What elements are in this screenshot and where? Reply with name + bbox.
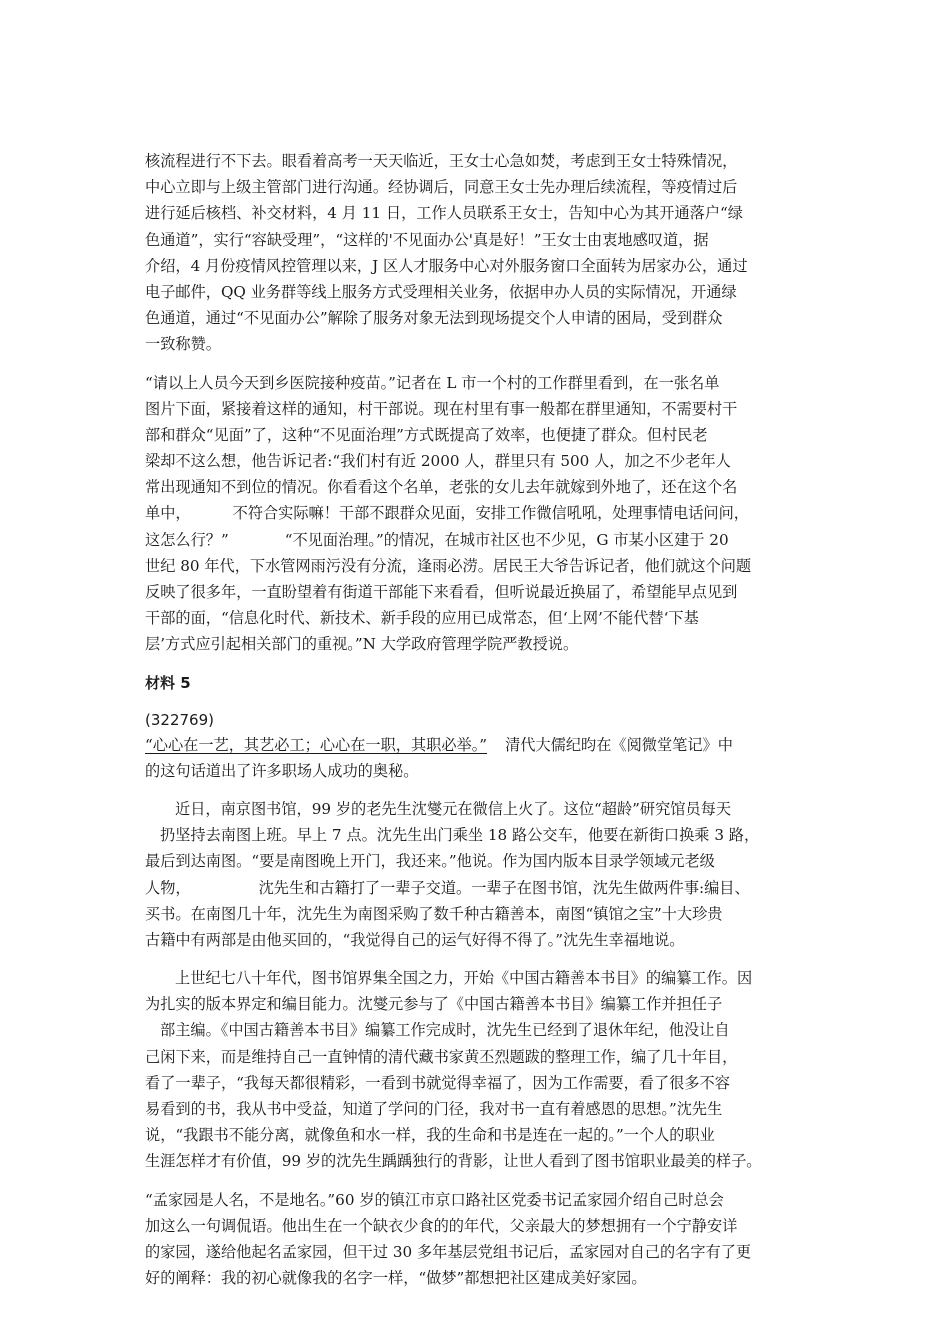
- text-line: 一致称赞。: [145, 335, 221, 354]
- text-fragment: 清代大儒纪昀在《阅微堂笔记》中: [505, 735, 733, 754]
- text-fragment: 不符合实际嘛！干部不跟群众见面，安排工作微信吼吼，处理事情电话问问，: [232, 504, 749, 523]
- text-line: 进行延后核档、补交材料，4 月 11 日，工作人员联系王女士，告知中心为其开通落户“绿: [145, 204, 743, 223]
- text-fragment: “不见面治理。”的情况，在城市社区也不少见，G 市某小区建于 20: [284, 530, 729, 549]
- text-line: 图片下面，紧接着这样的通知，村干部说。现在村里有事一般都在群里通知，不需要村干: [145, 399, 738, 418]
- document-page: [145, 148, 810, 1303]
- text-line: 中心立即与上级主管部门进行沟通。经协调后，同意王女士先办理后续流程，等疫情过后: [145, 178, 738, 197]
- text-line: 梁却不这么想，他告诉记者:“我们村有近 2000 人，群里只有 500 人，加之不少老年人: [145, 452, 731, 471]
- paragraph-1: [145, 148, 810, 358]
- text-line: 电子邮件，QQ 业务群等线上服务方式受理相关业务，依据申办人员的实际情况，开通绿: [145, 282, 737, 301]
- text-line: 色通道，通过“不见面办公”解除了服务对象无法到现场提交个人申请的困局，受到群众: [145, 309, 723, 328]
- text-line: [145, 822, 810, 848]
- section-heading: 材料 5: [145, 673, 191, 692]
- text-line: [145, 500, 810, 526]
- text-line: “请以上人员今天到乡医院接种疫苗。”记者在 L 市一个村的工作群里看到，在一张名单: [145, 373, 720, 392]
- text-line: 的这句话道出了许多职场人成功的奥秘。: [145, 761, 419, 780]
- text-line: 加这么一句调侃语。他出生在一个缺衣少食的的年代，父亲最大的梦想拥有一个宁静安详: [145, 1216, 738, 1235]
- text-line: 易看到的书，我从书中受益，知道了学问的门径，我对书一直有着感恩的思想。”沈先生: [145, 1100, 723, 1118]
- text-line: 介绍，4 月份疫情风控管理以来，J 区人才服务中心对外服务窗口全面转为居家办公，通过: [145, 256, 748, 275]
- text-line: [145, 527, 810, 553]
- paragraph-2: [145, 370, 810, 658]
- text-fragment: 部主编。《中国古籍善本书目》编纂工作完成时，沈先生已经到了退休年纪，他没让自: [160, 1021, 730, 1040]
- text-line: [145, 875, 810, 901]
- text-fragment: 这怎么行？”: [145, 530, 229, 549]
- text-line: [145, 796, 810, 822]
- text-line: 说，“我跟书不能分离，就像鱼和水一样，我的生命和书是连在一起的。”一个人的职业: [145, 1126, 715, 1145]
- text-line: 干部的面，“信息化时代、新技术、新手段的应用已成常态，但‘上网’不能代替‘下基: [145, 609, 699, 628]
- text-fragment: 扔坚持去南图上班。早上 7 点。沈先生出门乘坐 18 路公交车，他要在新街口换乘 3 路，: [160, 826, 760, 845]
- text-line: 层’方式应引起相关部门的重视。”N 大学政府管理学院严教授说。: [145, 635, 579, 654]
- text-line: [145, 1017, 810, 1043]
- text-fragment: 人物，: [145, 878, 191, 897]
- paragraph-3: [145, 796, 810, 953]
- text-line: [145, 965, 810, 991]
- underlined-quote: “心心在一艺，其艺必工；心心在一职，其职必举。”: [145, 735, 488, 754]
- text-line: 看了一辈子，“我每天都很精彩，一看到书就觉得幸福了，因为工作需要，看了很多不容: [145, 1073, 730, 1092]
- text-line: [145, 732, 810, 758]
- text-fragment: 沈先生和古籍打了一辈子交道。一辈子在图书馆，沈先生做两件事:编目、: [258, 878, 750, 897]
- text-line: 买书。在南图几十年，沈先生为南图采购了数千种古籍善本，南图“镇馆之宝”十大珍贵: [145, 904, 723, 923]
- text-line: 己闲下来，而是维持自己一直钟情的清代藏书家黄丕烈题跋的整理工作，编了几十年目，: [145, 1047, 738, 1066]
- text-line: 好的阐释：我的初心就像我的名字一样，“做梦”都想把社区建成美好家园。: [145, 1269, 647, 1288]
- reference-code: (322769): [145, 710, 214, 729]
- text-line: 古籍中有两部是由他买回的，“我觉得自己的运气好得不得了。”沈先生幸福地说。: [145, 930, 685, 949]
- quote-paragraph: [145, 708, 810, 784]
- text-fragment: 单中，: [145, 504, 191, 523]
- text-line: 常出现通知不到位的情况。你看看这个名单，老张的女儿去年就嫁到外地了，还在这个名: [145, 478, 738, 497]
- text-line: 反映了很多年，一直盼望着有街道干部能下来看看，但听说最近换届了，希望能早点见到: [145, 583, 738, 601]
- text-line: “孟家园是人名，不是地名。”60 岁的镇江市京口路社区党委书记孟家园介绍自己时总会: [145, 1190, 724, 1209]
- text-line: 部和群众“见面”了，这种“不见面治理”方式既提高了效率，也便捷了群众。但村民老: [145, 425, 708, 444]
- text-line: 最后到达南图。“要是南图晚上开门，我还来。”他说。作为国内版本目录学领域元老级: [145, 852, 715, 871]
- paragraph-5: [145, 1187, 810, 1292]
- text-fragment: 近日，南京图书馆，99 岁的老先生沈燮元在微信上火了。这位“超龄”研究馆员每天: [175, 799, 732, 818]
- text-line: 为扎实的版本界定和编目能力。沈燮元参与了《中国古籍善本书目》编纂工作并担任子: [145, 995, 723, 1014]
- text-line: 核流程进行不下去。眼看着高考一天天临近，王女士心急如焚，考虑到王女士特殊情况，: [145, 152, 738, 170]
- paragraph-4: [145, 965, 810, 1175]
- text-line: 生涯怎样才有价值，99 岁的沈先生踽踽独行的背影，让世人看到了图书馆职业最美的样子。: [145, 1152, 762, 1171]
- text-line: 的家园，遂给他起名孟家园，但干过 30 多年基层党组书记后，孟家园对自己的名字有了更: [145, 1242, 752, 1261]
- text-line: 色通道”，实行“容缺受理”，“这样的'不见面办公'真是好！”王女士由衷地感叹道，据: [145, 230, 709, 249]
- text-fragment: 上世纪七八十年代，图书馆界集全国之力，开始《中国古籍善本书目》的编纂工作。因: [175, 969, 753, 988]
- text-line: 世纪 80 年代，下水管网雨污没有分流，逢雨必涝。居民王大爷告诉记者，他们就这个问题: [145, 556, 752, 575]
